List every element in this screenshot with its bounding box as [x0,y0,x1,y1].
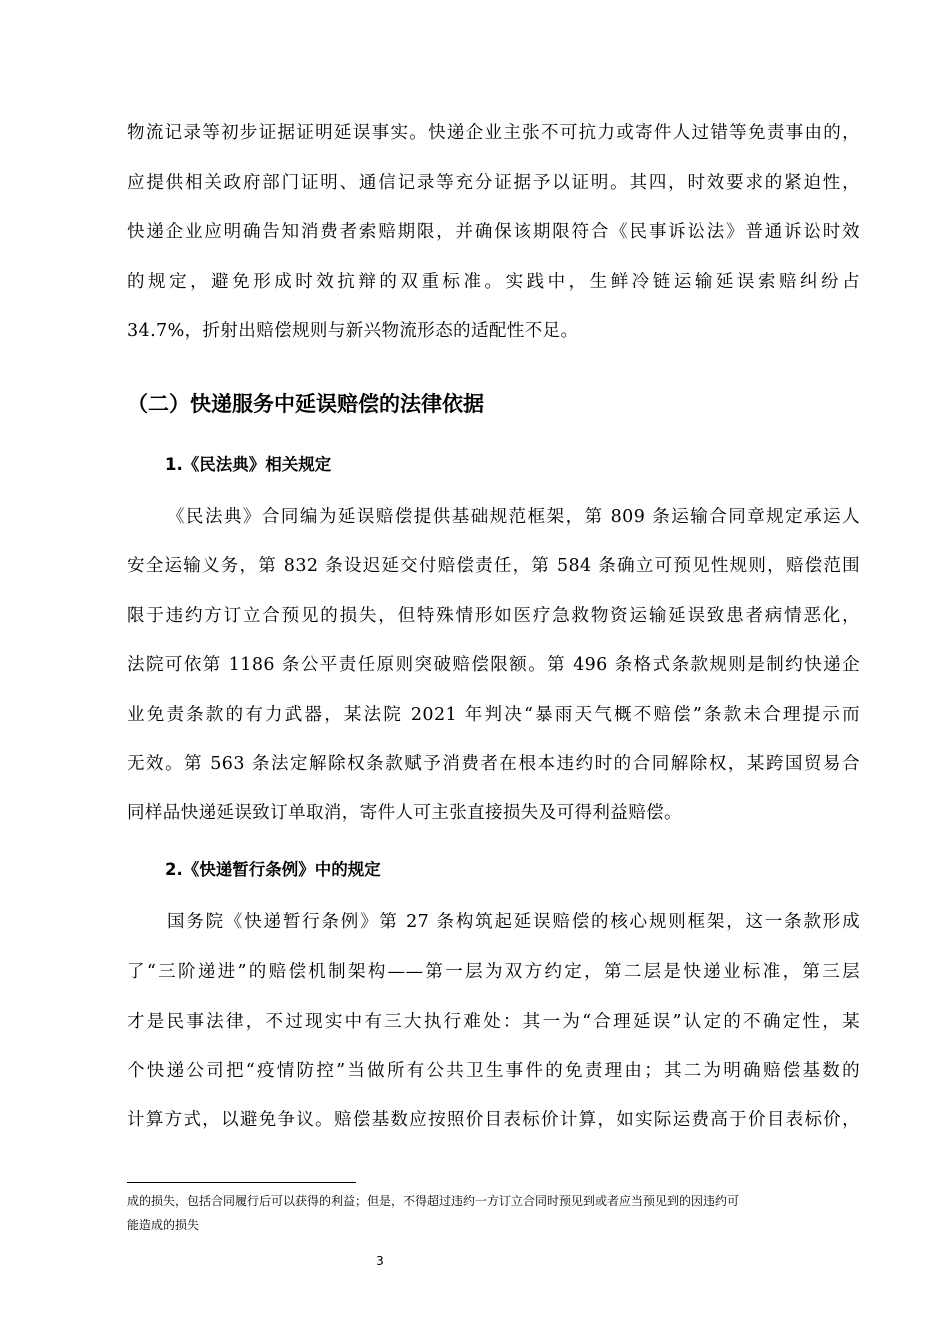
body-text-line: 快递企业应明确告知消费者索赔期限，并确保该期限符合《民事诉讼法》普通诉讼时效 [127,222,860,242]
page-number: 3 [376,1254,384,1268]
body-text-line: 物流记录等初步证据证明延误事实。快递企业主张不可抗力或寄件人过错等免责事由的， [127,123,860,143]
footnote-text-line: 能造成的损失 [127,1218,200,1232]
body-text-line: 才是民事法律，不过现实中有三大执行难处：其一为“合理延误”认定的不确定性，某 [127,1012,860,1032]
section-heading: （二）快递服务中延误赔偿的法律依据 [127,392,484,416]
body-text-line: 计算方式，以避免争议。赔偿基数应按照价目表标价计算，如实际运费高于价目表标价， [127,1110,860,1130]
subsection-heading: 2.《快递暂行条例》中的规定 [165,860,381,879]
body-text-line: 无效。第 563 条法定解除权条款赋予消费者在根本违约时的合同解除权，某跨国贸易合 [127,754,860,774]
body-text-line: 限于违约方订立合预见的损失，但特殊情形如医疗急救物资运输延误致患者病情恶化， [127,606,860,626]
footnote-separator [127,1182,356,1183]
body-text-line: 应提供相关政府部门证明、通信记录等充分证据予以证明。其四，时效要求的紧迫性， [127,173,860,193]
body-text-line: 同样品快递延误致订单取消，寄件人可主张直接损失及可得利益赔偿。 [127,803,682,823]
body-text-line: 个快递公司把“疫情防控”当做所有公共卫生事件的免责理由；其二为明确赔偿基数的 [127,1061,860,1081]
subsection-heading: 1.《民法典》相关规定 [165,455,332,474]
body-text-line: 34.7%，折射出赔偿规则与新兴物流形态的适配性不足。 [127,321,579,341]
body-text-line: 安全运输义务，第 832 条设迟延交付赔偿责任，第 584 条确立可预见性规则，赔偿范围 [127,556,860,576]
footnote-text-line: 成的损失，包括合同履行后可以获得的利益；但是，不得超过违约一方订立合同时预见到或者应当预见到的因违约可 [127,1194,740,1208]
body-text-line: 法院可依第 1186 条公平责任原则突破赔偿限额。第 496 条格式条款规则是制约快递企 [127,655,860,675]
body-text-line: 业免责条款的有力武器，某法院 2021 年判决“暴雨天气概不赔偿”条款未合理提示而 [127,705,860,725]
body-text-line: 了“三阶递进”的赔偿机制架构——第一层为双方约定，第二层是快递业标准，第三层 [127,962,860,982]
body-text-line: 《民法典》合同编为延误赔偿提供基础规范框架，第 809 条运输合同章规定承运人 [167,507,860,527]
body-text-line: 国务院《快递暂行条例》第 27 条构筑起延误赔偿的核心规则框架，这一条款形成 [167,912,860,932]
body-text-line: 的规定，避免形成时效抗辩的双重标准。实践中，生鲜冷链运输延误索赔纠纷占 [127,272,860,292]
